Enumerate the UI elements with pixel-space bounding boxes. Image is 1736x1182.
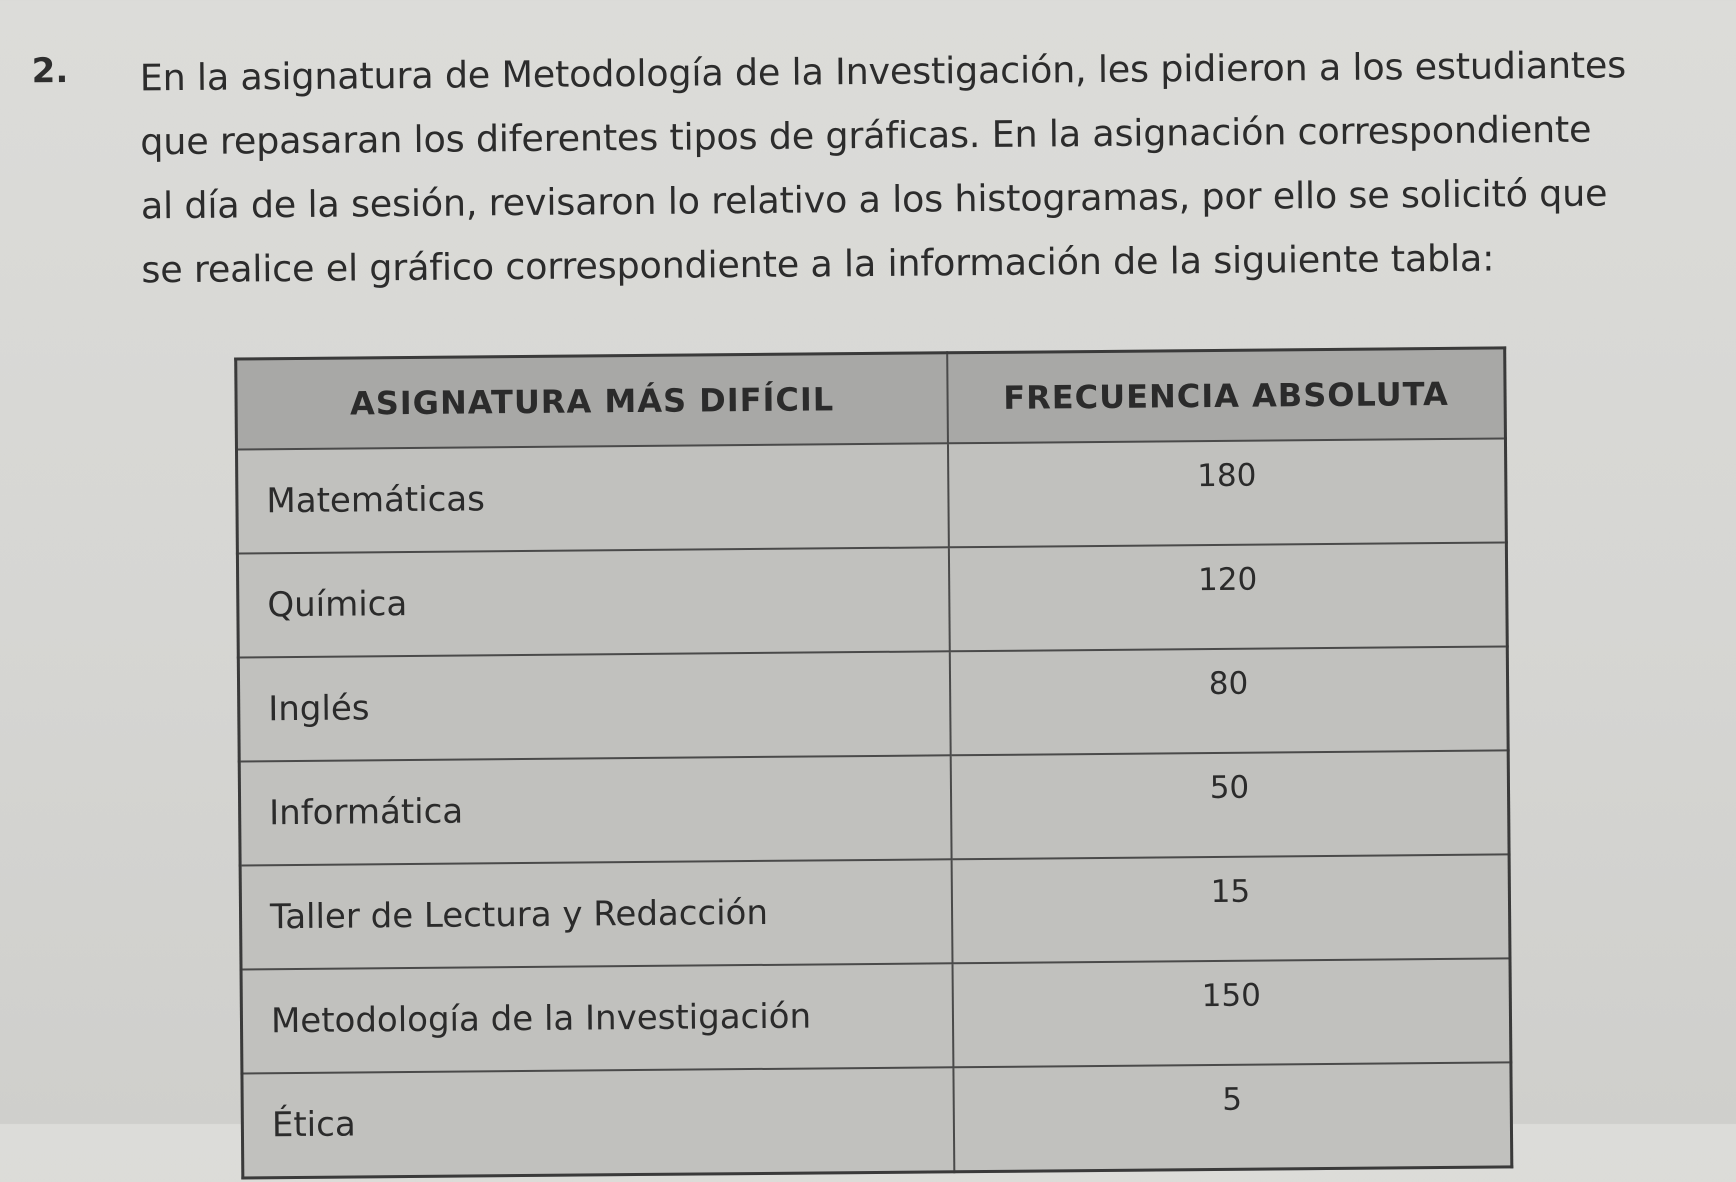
subject-cell: Matemáticas <box>236 443 948 553</box>
table-row <box>236 438 1506 553</box>
table-row <box>241 958 1511 1073</box>
table-row <box>239 750 1509 865</box>
table-header-row <box>236 348 1506 450</box>
frequency-cell: 5 <box>953 1062 1511 1171</box>
subject-cell: Taller de Lectura y Redacción <box>240 859 952 969</box>
frequency-cell: 80 <box>950 646 1508 755</box>
problem-line: En la asignatura de Metodología de la Investigación, les pidieron a los estudiantes <box>139 43 1627 100</box>
subject-cell: Química <box>237 547 949 657</box>
header-subject: ASIGNATURA MÁS DIFÍCIL <box>236 353 948 450</box>
problem-line: al día de la sesión, revisaron lo relativo a los histogramas, por ello se solicitó que <box>140 171 1608 228</box>
frequency-cell: 15 <box>952 854 1510 963</box>
frequency-cell: 50 <box>951 750 1509 859</box>
subject-cell: Ética <box>242 1067 954 1178</box>
table-row <box>238 646 1508 761</box>
table-row <box>240 854 1510 969</box>
problem-number: 2. <box>31 50 69 92</box>
subject-cell: Metodología de la Investigación <box>241 963 953 1073</box>
problem-line: que repasaran los diferentes tipos de gráficas. En la asignación correspondiente <box>140 107 1592 164</box>
subject-cell: Inglés <box>238 651 950 761</box>
problem-statement <box>139 32 1736 302</box>
problem-line: se realice el gráfico correspondiente a la información de la siguiente tabla: <box>141 236 1495 292</box>
header-frequency: FRECUENCIA ABSOLUTA <box>947 348 1505 443</box>
frequency-cell: 120 <box>949 542 1507 651</box>
problem-2 <box>31 33 1691 292</box>
frequency-table-container <box>234 346 1513 1179</box>
subject-cell: Informática <box>239 755 951 865</box>
table-row <box>237 542 1507 657</box>
frequency-cell: 150 <box>953 958 1511 1067</box>
frequency-table <box>234 346 1513 1179</box>
frequency-cell: 180 <box>948 438 1506 547</box>
table-row <box>242 1062 1512 1178</box>
